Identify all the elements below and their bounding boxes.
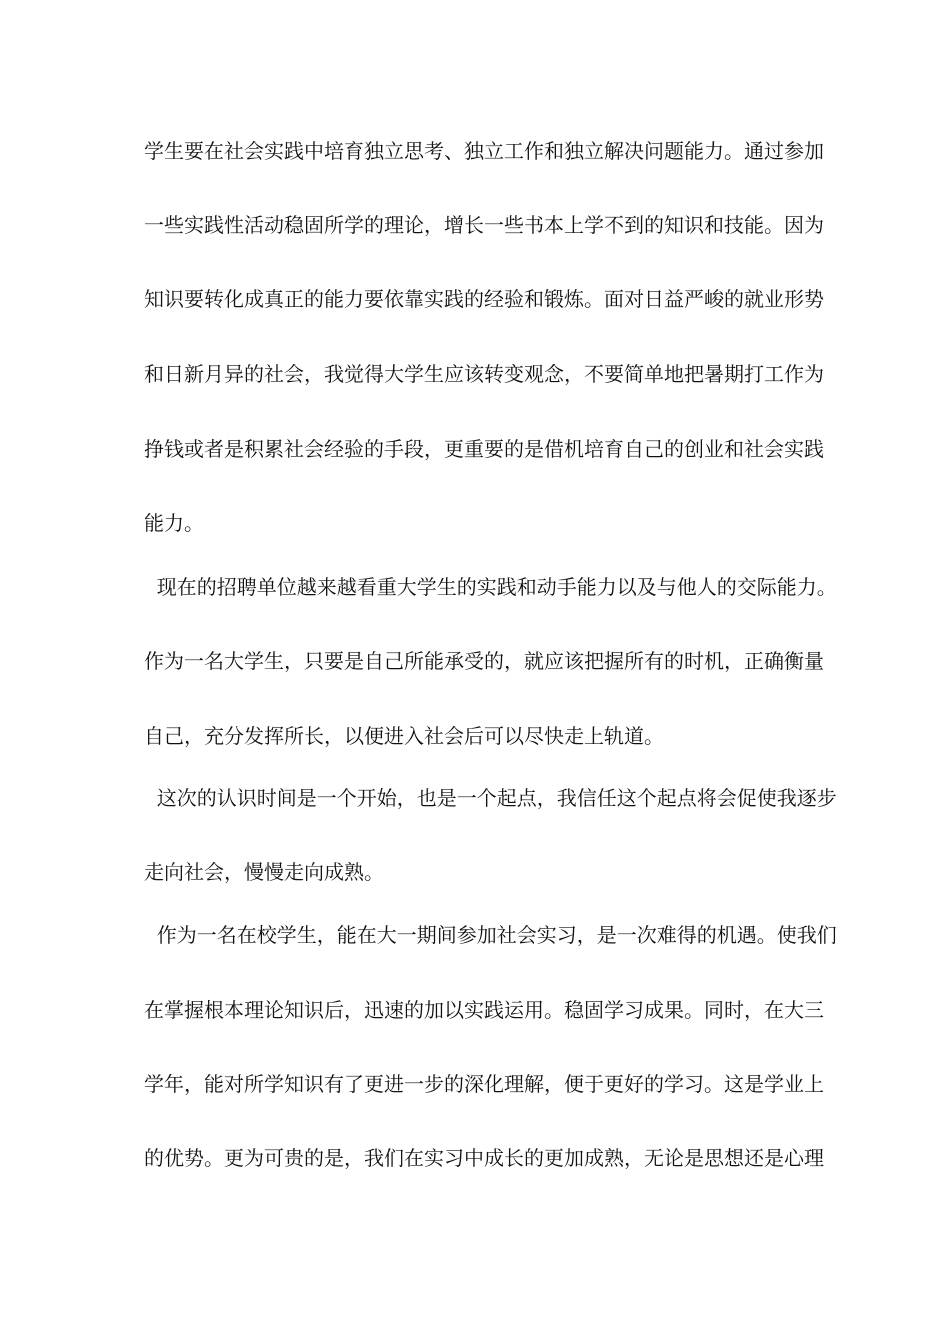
text-line: 自己，充分发挥所长，以便进入社会后可以尽快走上轨道。 [144,724,664,748]
text-line: 作为一名在校学生，能在大一期间参加社会实习，是一次难得的机遇。使我们 [144,923,837,947]
text-line: 能力。 [144,511,204,535]
text-line: 这次的认识时间是一个开始，也是一个起点，我信任这个起点将会促使我逐步 [144,786,837,810]
text-line: 和日新月异的社会，我觉得大学生应该转变观念，不要简单地把暑期打工作为 [144,362,824,386]
text-line: 挣钱或者是积累社会经验的手段，更重要的是借机培育自己的创业和社会实践 [144,437,824,461]
text-line: 学年，能对所学知识有了更进一步的深化理解，便于更好的学习。这是学业上 [144,1072,824,1096]
text-line: 作为一名大学生，只要是自己所能承受的，就应该把握所有的时机，正确衡量 [144,649,824,673]
text-line: 一些实践性活动稳固所学的理论，增长一些书本上学不到的知识和技能。因为 [144,213,824,237]
text-line: 的优势。更为可贵的是，我们在实习中成长的更加成熟，无论是思想还是心理 [144,1146,824,1170]
text-line: 学生要在社会实践中培育独立思考、独立工作和独立解决问题能力。通过参加 [144,139,824,163]
text-line: 知识要转化成真正的能力要依靠实践的经验和锻炼。面对日益严峻的就业形势 [144,287,824,311]
text-line: 现在的招聘单位越来越看重大学生的实践和动手能力以及与他人的交际能力。 [144,575,837,599]
text-line: 在掌握根本理论知识后，迅速的加以实践运用。稳固学习成果。同时，在大三 [144,998,824,1022]
text-line: 走向社会，慢慢走向成熟。 [144,860,384,884]
